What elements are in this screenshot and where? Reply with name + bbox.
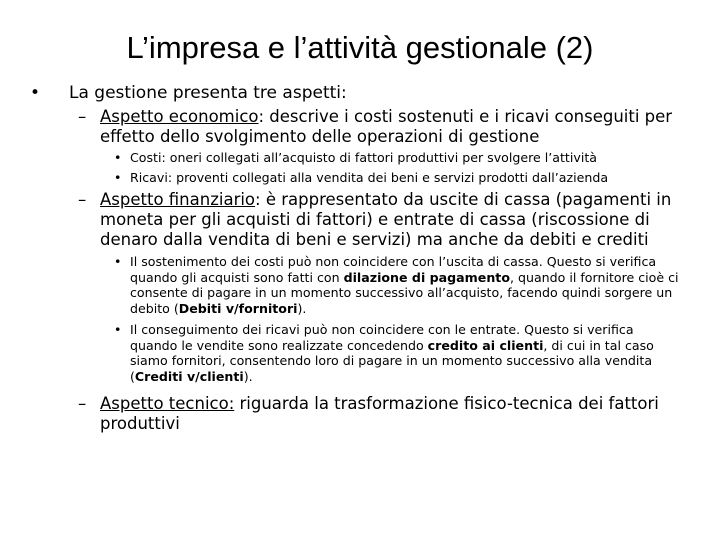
aspect-tecnico-desc: riguarda la trasformazione fisico-tecnica dei fattori produttivi xyxy=(100,394,659,433)
dash-icon: – xyxy=(78,190,87,209)
text-segment: ). xyxy=(297,300,307,316)
aspect-tecnico-heading: Aspetto tecnico: xyxy=(100,394,235,413)
bold-text: credito ai clienti xyxy=(427,337,544,353)
aspect-economico-heading: Aspetto economico xyxy=(100,107,259,126)
bold-text: Debiti v/fornitori xyxy=(178,300,298,316)
bullet-icon: • xyxy=(114,150,122,165)
aspect-tecnico-text xyxy=(100,394,698,434)
text-segment: , di cui in tal caso siamo fornitori, consentendo loro di pagare in un momento successivo alla vendita ( xyxy=(130,337,654,384)
aspect-finanziario-desc: : è rappresentato da uscite di cassa (pagamenti in moneta per gli acquisti di fattori) e entrate di cassa (riscossione di denaro dalla vendita di beni e servizi) ma anche da debiti e crediti xyxy=(100,190,672,249)
slide-title: L’impresa e l’attività gestionale (2) xyxy=(126,30,594,65)
bullet-icon: • xyxy=(114,322,122,337)
bullet-icon: • xyxy=(30,83,41,103)
aspect-finanziario-heading: Aspetto finanziario xyxy=(100,190,256,209)
aspect-economico-desc: : descrive i costi sostenuti e i ricavi conseguiti per effetto dello svolgimento delle operazioni di gestione xyxy=(100,107,673,146)
main-bullet-text: La gestione presenta tre aspetti: xyxy=(69,83,347,103)
sub-item-ricavi-entrate-text xyxy=(130,322,682,384)
bullet-icon: • xyxy=(114,170,122,185)
sub-item-ricavi-text: Ricavi: proventi collegati alla vendita dei beni e servizi prodotti dall’azienda xyxy=(130,170,609,185)
text-segment: Il conseguimento dei ricavi può non coincidere con le entrate. Questo si verifica quando le vendite sono realizzate concedendo xyxy=(130,322,634,353)
bold-text: Crediti v/clienti xyxy=(134,368,244,384)
bullet-icon: • xyxy=(114,254,122,269)
aspect-economico-text xyxy=(100,107,698,147)
sub-item-costi-cassa-text xyxy=(130,254,682,316)
sub-item-costi-text: Costi: oneri collegati all’acquisto di fattori produttivi per svolgere l’attività xyxy=(130,150,597,165)
dash-icon: – xyxy=(78,107,87,126)
text-segment: Il sostenimento dei costi può non coincidere con l’uscita di cassa. Questo si verifica quando gli acquisti sono fatti con xyxy=(130,254,657,285)
bold-text: dilazione di pagamento xyxy=(343,269,510,285)
text-segment: ). xyxy=(243,368,253,384)
text-segment: , quando il fornitore cioè ci consente di pagare in un momento successivo all’acquisto, facendo quindi sorgere un debito ( xyxy=(130,269,679,316)
aspect-finanziario-text xyxy=(100,190,698,250)
dash-icon: – xyxy=(78,394,87,413)
